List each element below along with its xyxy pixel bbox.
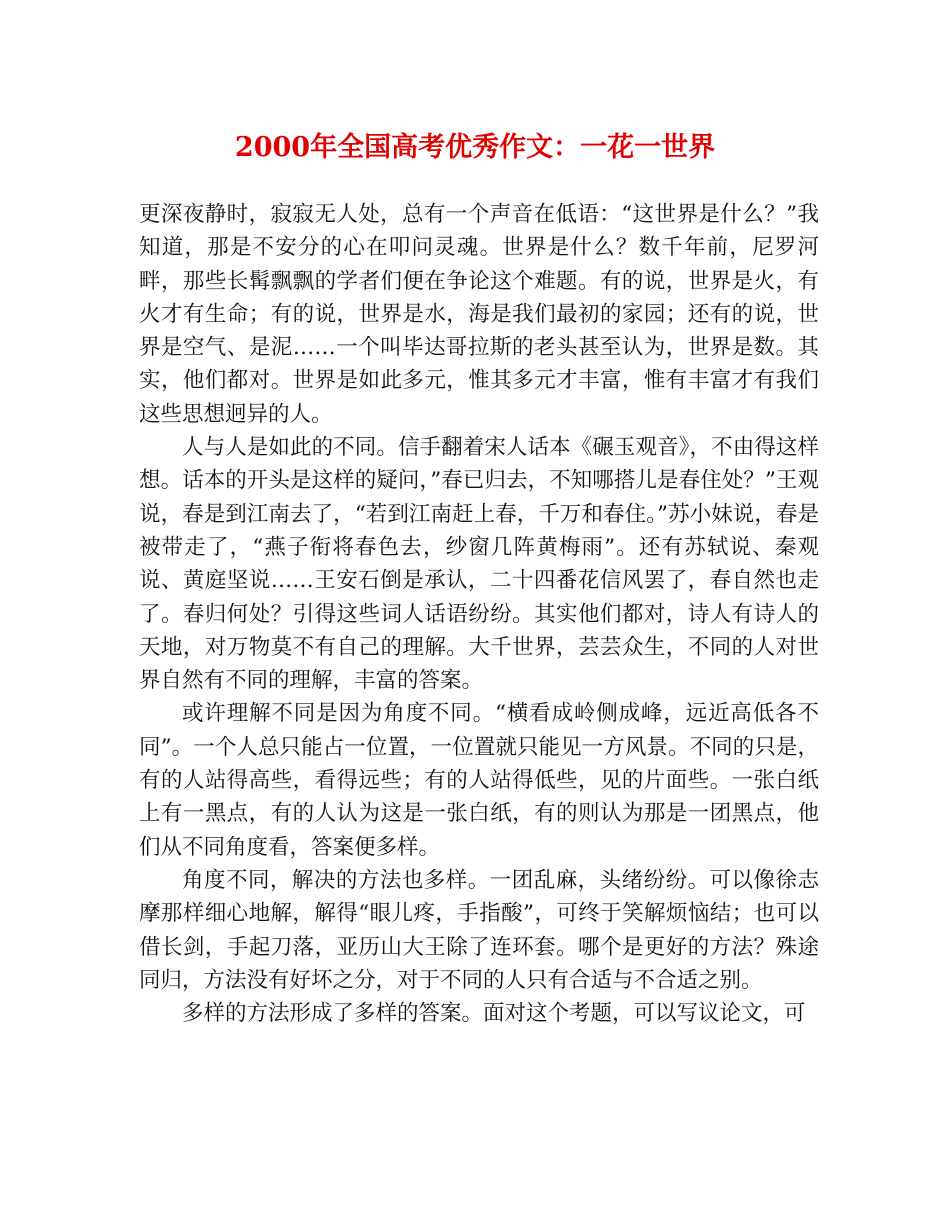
document-body xyxy=(139,198,819,1030)
document-title: 2000年全国高考优秀作文：一花一世界 xyxy=(234,132,716,163)
paragraph-4: 角度不同，解决的方法也多样。一团乱麻，头绪纷纷。可以像徐志摩那样细心地解，解得“眼儿疼，手指酸”，可终于笑解烦恼结；也可以借长剑，手起刀落，亚历山大王除了连环套。哪个是更好的方法？殊途同归，方法没有好坏之分，对于不同的人只有合适与不合适之别。 xyxy=(139,867,819,993)
paragraph-3: 或许理解不同是因为角度不同。“横看成岭侧成峰，远近高低各不同”。一个人总只能占一位置，一位置就只能见一方风景。不同的只是，有的人站得高些，看得远些；有的人站得低些，见的片面些。一张白纸上有一黑点，有的人认为这是一张白纸，有的则认为那是一团黑点，他们从不同角度看，答案便多样。 xyxy=(139,701,819,860)
paragraph-2: 人与人是如此的不同。信手翻着宋人话本《碾玉观音》，不由得这样想。话本的开头是这样的疑问，”春已归去，不知哪搭儿是春住处？”王观说，春是到江南去了，“若到江南赶上春，千万和春住。”苏小妹说，春是被带走了，“燕子衔将春色去，纱窗几阵黄梅雨”。还有苏轼说、秦观说、黄庭坚说……王安石倒是承认，二十四番花信风罢了，春自然也走了。春归何处？引得这些词人话语纷纷。其实他们都对，诗人有诗人的天地，对万物莫不有自己的理解。大千世界，芸芸众生，不同的人对世界自然有不同的理解，丰富的答案。 xyxy=(139,435,819,694)
paragraph-5: 多样的方法形成了多样的答案。面对这个考题，可以写议论文，可 xyxy=(182,1001,806,1027)
paragraph-1: 更深夜静时，寂寂无人处，总有一个声音在低语：“这世界是什么？”我知道，那是不安分的心在叩问灵魂。世界是什么？数千年前，尼罗河畔，那些长髯飘飘的学者们便在争论这个难题。有的说，世界是火，有火才有生命；有的说，世界是水，海是我们最初的家园；还有的说，世界是空气、是泥……一个叫毕达哥拉斯的老头甚至认为，世界是数。其实，他们都对。世界是如此多元，惟其多元才丰富，惟有丰富才有我们这些思想迥异的人。 xyxy=(139,202,819,427)
